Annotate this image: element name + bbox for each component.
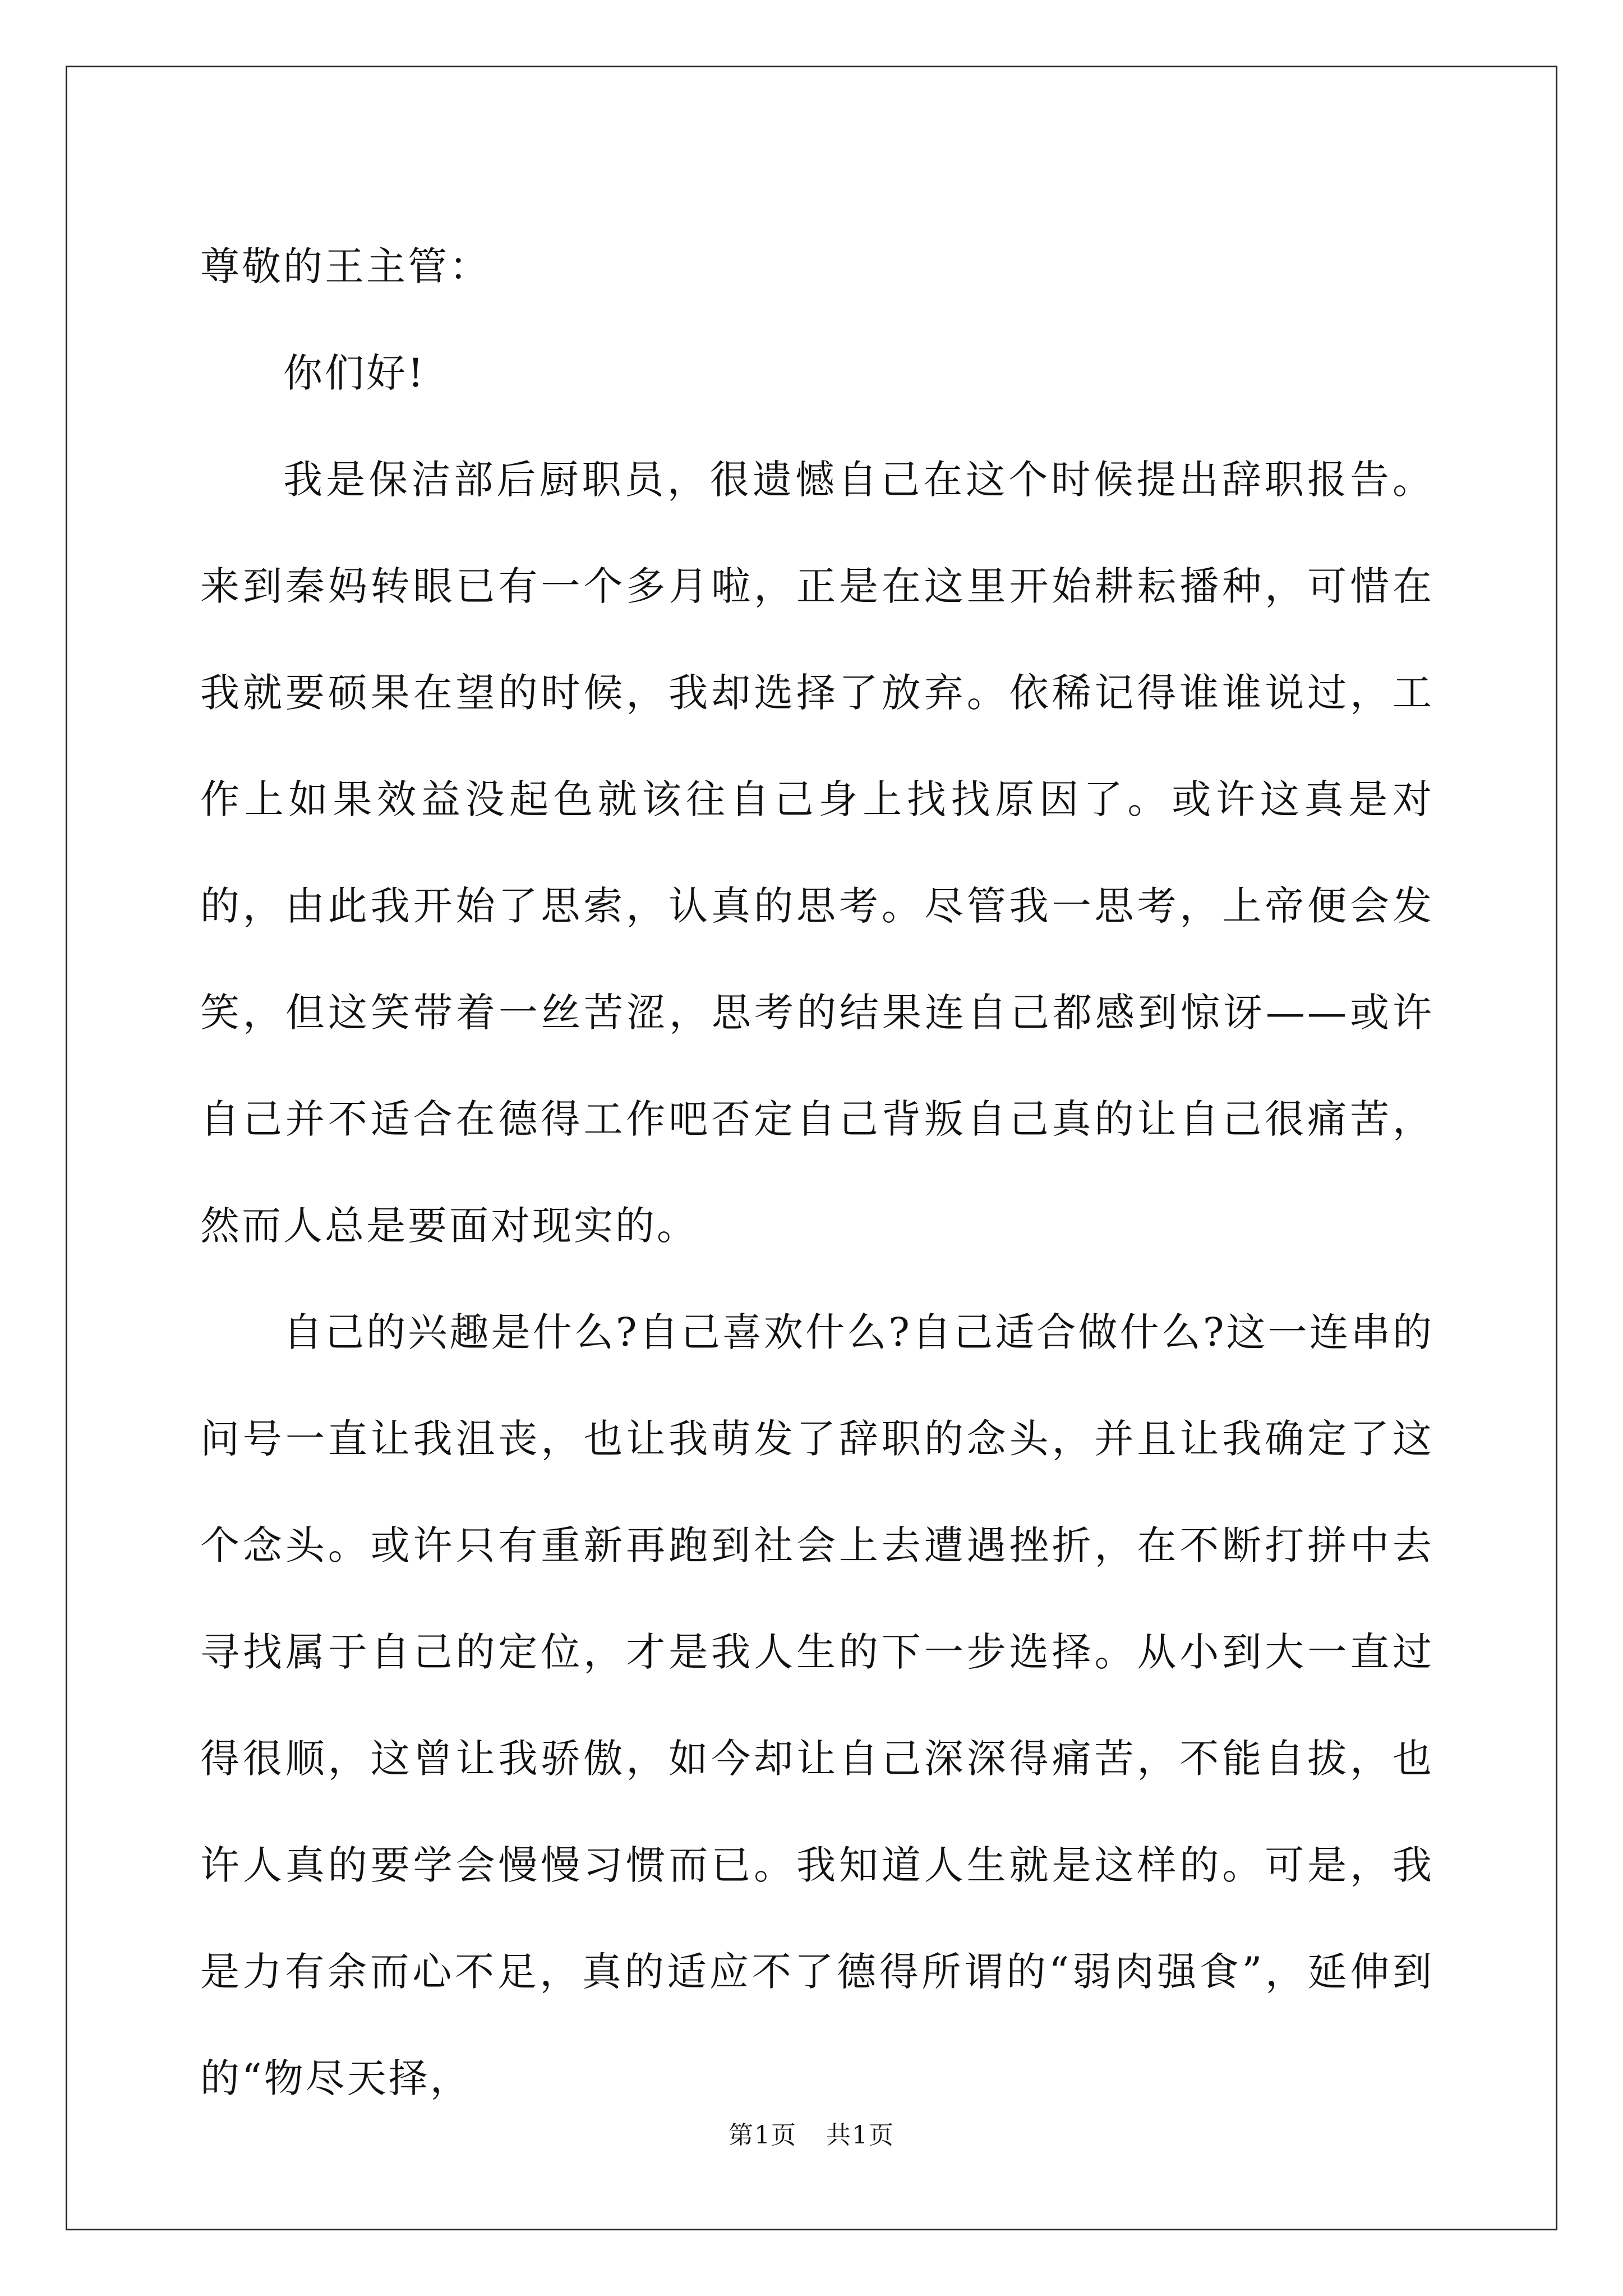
greeting: 你们好! xyxy=(283,350,426,396)
paragraph-2: 自己的兴趣是什么?自己喜欢什么?自己适合做什么?这一连串的问号一直让我沮丧，也让我萌发了辞职的念头，并且让我确定了这个念头。或许只有重新再跑到社会上去遭遇挫折，在不断打拼中去寻找属于自己的定位，才是我人生的下一步选择。从小到大一直过得很顺，这曾让我骄傲，如今却让自己深深得痛苦，不能自拔，也许人真的要学会慢慢习惯而已。我知道人生就是这样的。可是，我是力有余而心不足，真的适应不了德得所谓的“弱肉强食”，延伸到的“物尽天择， xyxy=(200,1309,1434,2101)
salutation: 尊敬的王主管： xyxy=(200,243,491,289)
letter-body xyxy=(200,213,1434,2132)
page-footer xyxy=(0,2115,1623,2151)
paragraph-1: 我是保洁部后厨职员，很遗憾自己在这个时候提出辞职报告。来到秦妈转眼已有一个多月啦，正是在这里开始耕耘播种，可惜在我就要硕果在望的时候，我却选择了放弃。依稀记得谁谁说过，工作上如果效益没起色就该往自己身上找找原因了。或许这真是对的，由此我开始了思索，认真的思考。尽管我一思考，上帝便会发笑，但这笑带着一丝苦涩，思考的结果连自己都感到惊讶——或许自己并不适合在德得工作吧否定自己背叛自己真的让自己很痛苦，然而人总是要面对现实的。 xyxy=(200,457,1434,1249)
page-number: 第1页 xyxy=(728,2121,797,2150)
page-total: 共1页 xyxy=(826,2121,895,2150)
